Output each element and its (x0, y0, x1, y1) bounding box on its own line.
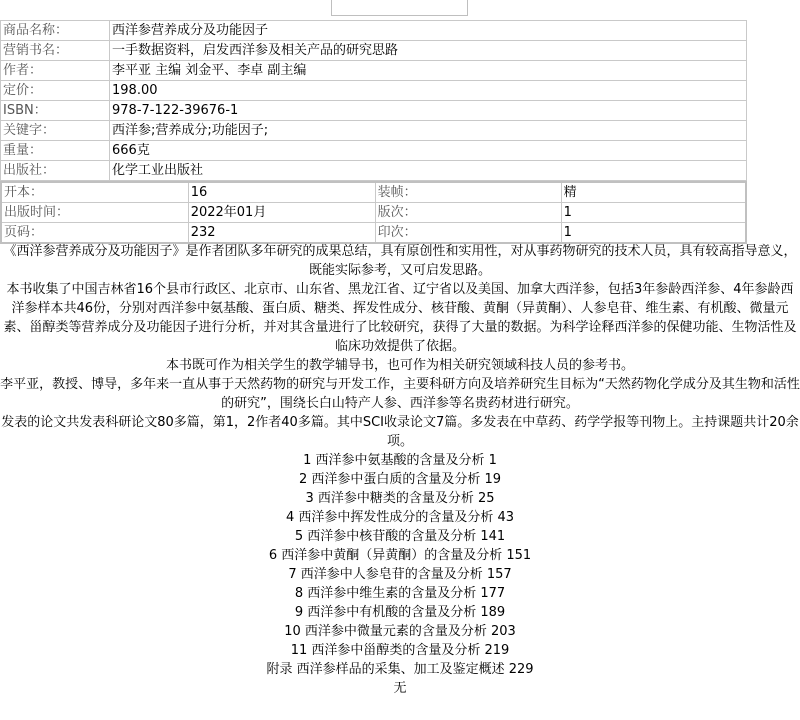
toc-item: 6 西洋参中黄酮（异黄酮）的含量及分析 151 (268, 548, 532, 563)
info-value: 化学工业出版社 (110, 161, 747, 181)
info-label: ISBN： (1, 101, 110, 121)
info-value: 西洋参;营养成分;功能因子; (110, 121, 747, 141)
meta-label: 印次： (375, 223, 561, 244)
meta-row (1, 182, 746, 203)
meta-row (1, 223, 746, 244)
info-row (1, 21, 747, 41)
description-paragraph: 发表的论文共发表科研论文80多篇，第1，2作者40多篇。其中SCI收录论文7篇。多发表在中草药、药学学报等刊物上。主持课题共计20余项。 (1, 415, 799, 449)
info-row (1, 161, 747, 181)
toc-item: 4 西洋参中挥发性成分的含量及分析 43 (285, 510, 515, 525)
info-label: 营销书名： (1, 41, 110, 61)
info-row (1, 141, 747, 161)
table-of-contents (0, 451, 800, 679)
toc-item: 1 西洋参中氨基酸的含量及分析 1 (303, 453, 497, 468)
info-label: 关键字： (1, 121, 110, 141)
toc-item: 11 西洋参中甾醇类的含量及分析 219 (290, 643, 510, 658)
info-row (1, 121, 747, 141)
meta-row (1, 203, 746, 223)
meta-value: 1 (561, 223, 746, 244)
toc-item: 5 西洋参中核苷酸的含量及分析 141 (294, 529, 506, 544)
info-row (1, 81, 747, 101)
toc-item: 8 西洋参中维生素的含量及分析 177 (294, 586, 506, 601)
toc-item: 7 西洋参中人参皂苷的含量及分析 157 (288, 567, 512, 582)
info-value: 西洋参营养成分及功能因子 (110, 21, 747, 41)
info-value: 978-7-122-39676-1 (110, 101, 747, 121)
description-content (0, 242, 800, 698)
top-frame-box (331, 0, 468, 16)
meta-label: 开本： (1, 182, 188, 203)
info-label: 定价： (1, 81, 110, 101)
toc-item: 10 西洋参中微量元素的含量及分析 203 (284, 624, 516, 639)
info-row (1, 61, 747, 81)
info-row (1, 101, 747, 121)
info-value: 666克 (110, 141, 747, 161)
product-info-table (0, 20, 747, 181)
meta-value: 2022年01月 (188, 203, 375, 223)
meta-label: 版次： (375, 203, 561, 223)
toc-item: 9 西洋参中有机酸的含量及分析 189 (294, 605, 506, 620)
toc-item: 附录 西洋参样品的采集、加工及鉴定概述 229 (266, 662, 534, 677)
meta-value: 232 (188, 223, 375, 244)
meta-value: 16 (188, 182, 375, 203)
info-label: 作者： (1, 61, 110, 81)
footer-text: 无 (393, 681, 407, 696)
info-value: 一手数据资料，启发西洋参及相关产品的研究思路 (110, 41, 747, 61)
info-label: 出版社： (1, 161, 110, 181)
toc-item: 3 西洋参中糖类的含量及分析 25 (305, 491, 495, 506)
description-paragraphs (0, 242, 800, 451)
meta-label: 出版时间： (1, 203, 188, 223)
info-value: 198.00 (110, 81, 747, 101)
info-row (1, 41, 747, 61)
publication-meta-table (0, 181, 747, 244)
description-paragraph: 本书既可作为相关学生的教学辅导书，也可作为相关研究领域科技人员的参考书。 (165, 358, 634, 373)
description-paragraph: 本书收集了中国吉林省16个县市行政区、北京市、山东省、黑龙江省、辽宁省以及美国、加拿大西洋参，包括3年参龄西洋参、4年参龄西洋参样本共46份，分别对西洋参中氨基酸、蛋白质、糖类、挥发性成分、核苷酸、黄酮（异黄酮）、人参皂苷、维生素、有机酸、微量元素、甾醇类等营养成分及功能因子进行分析，并对其含量进行了比较研究，获得了大量的数据。为科学诠释西洋参的保健功能、生物活性及临床功效提供了依据。 (3, 282, 797, 354)
description-paragraph: 李平亚，教授、博导，多年来一直从事于天然药物的研究与开发工作，主要科研方向及培养研究生目标为“天然药物化学成分及其生物和活性的研究”，围绕长白山特产人参、西洋参等名贵药材进行研究。 (0, 377, 800, 411)
meta-value: 精 (561, 182, 746, 203)
info-label: 重量： (1, 141, 110, 161)
info-value: 李平亚 主编 刘金平、李卓 副主编 (110, 61, 747, 81)
meta-value: 1 (561, 203, 746, 223)
meta-label: 装帧： (375, 182, 561, 203)
meta-label: 页码： (1, 223, 188, 244)
description-paragraph: 《西洋参营养成分及功能因子》是作者团队多年研究的成果总结，具有原创性和实用性，对从事药物研究的技术人员，具有较高指导意义，既能实际参考，又可启发思路。 (3, 244, 797, 278)
toc-item: 2 西洋参中蛋白质的含量及分析 19 (298, 472, 502, 487)
info-label: 商品名称： (1, 21, 110, 41)
